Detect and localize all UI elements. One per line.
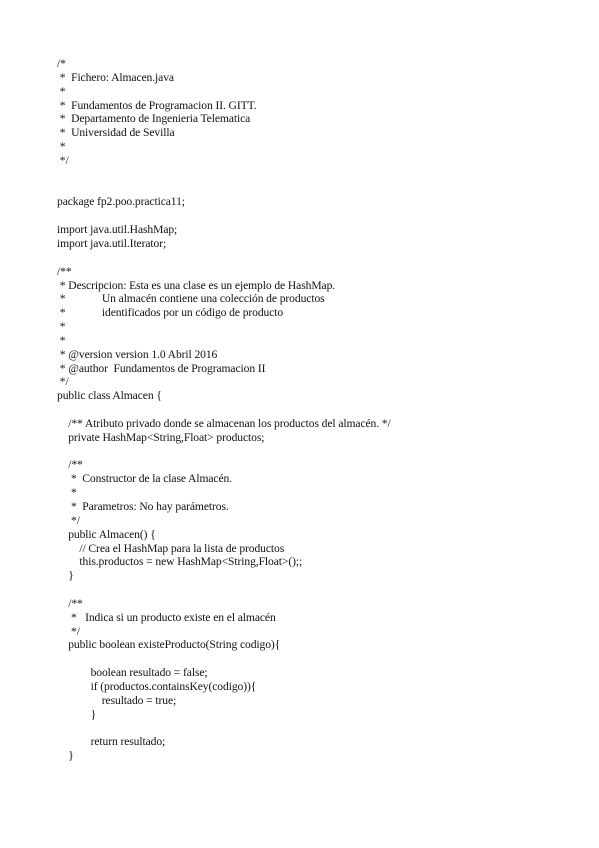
code-line: */ [57,513,80,527]
code-line [57,209,577,223]
code-line [57,182,577,196]
code-line: * identificados por un código de producto [57,306,284,320]
code-line [57,168,577,182]
code-line: /* [57,57,66,70]
code-line: */ [57,624,80,638]
code-line: import java.util.Iterator; [57,236,167,250]
code-line: this.productos = new HashMap<String,Float>();; [57,555,303,569]
code-line: // Crea el HashMap para la lista de productos [57,541,285,555]
code-line [57,403,577,417]
code-line: */ [57,153,69,167]
code-line: * Universidad de Sevilla [57,126,175,140]
source-code-listing [57,57,577,763]
code-line: * @author Fundamentos de Programacion II [57,361,266,375]
code-line: * [57,486,77,500]
code-line: } [57,749,74,763]
code-line: } [57,707,97,721]
code-line: * Fichero: Almacen.java [57,70,174,84]
code-line [57,251,577,265]
code-line: } [57,569,74,583]
code-line: import java.util.HashMap; [57,223,178,237]
code-line: * Constructor de la clase Almacén. [57,472,233,486]
code-line: package fp2.poo.practica11; [57,195,185,209]
code-line: public boolean existeProducto(String codigo){ [57,638,281,652]
code-line: * Parametros: No hay parámetros. [57,500,229,513]
code-line: * [57,84,66,98]
code-line: * Departamento de Ingenieria Telematica [57,112,251,126]
code-line: * Descripcion: Esta es una clase es un ejemplo de HashMap. [57,278,336,292]
code-line: private HashMap<String,Float> productos; [57,430,265,444]
code-line [57,652,577,666]
code-line [57,722,577,736]
code-line [57,583,577,597]
code-line: * [57,320,66,334]
code-line: resultado = true; [57,693,177,707]
code-line: * Indica si un producto existe en el almacén [57,610,276,624]
code-line: boolean resultado = false; [57,666,208,680]
code-line: /** [57,458,83,472]
code-line: /** [57,264,72,278]
code-line: return resultado; [57,735,166,749]
code-line: /** Atributo privado donde se almacenan los productos del almacén. */ [57,416,391,430]
code-line [57,445,577,459]
code-line: if (productos.containsKey(codigo)){ [57,679,257,693]
code-line: * Fundamentos de Programacion II. GITT. [57,98,257,112]
code-line: */ [57,375,69,389]
code-line: * [57,333,66,347]
code-line: public class Almacen { [57,389,162,403]
code-line: public Almacen() { [57,527,156,541]
code-line: /** [57,596,83,610]
code-line: * [57,140,66,154]
code-line: * Un almacén contiene una colección de productos [57,292,325,306]
code-line: * @version version 1.0 Abril 2016 [57,347,218,361]
